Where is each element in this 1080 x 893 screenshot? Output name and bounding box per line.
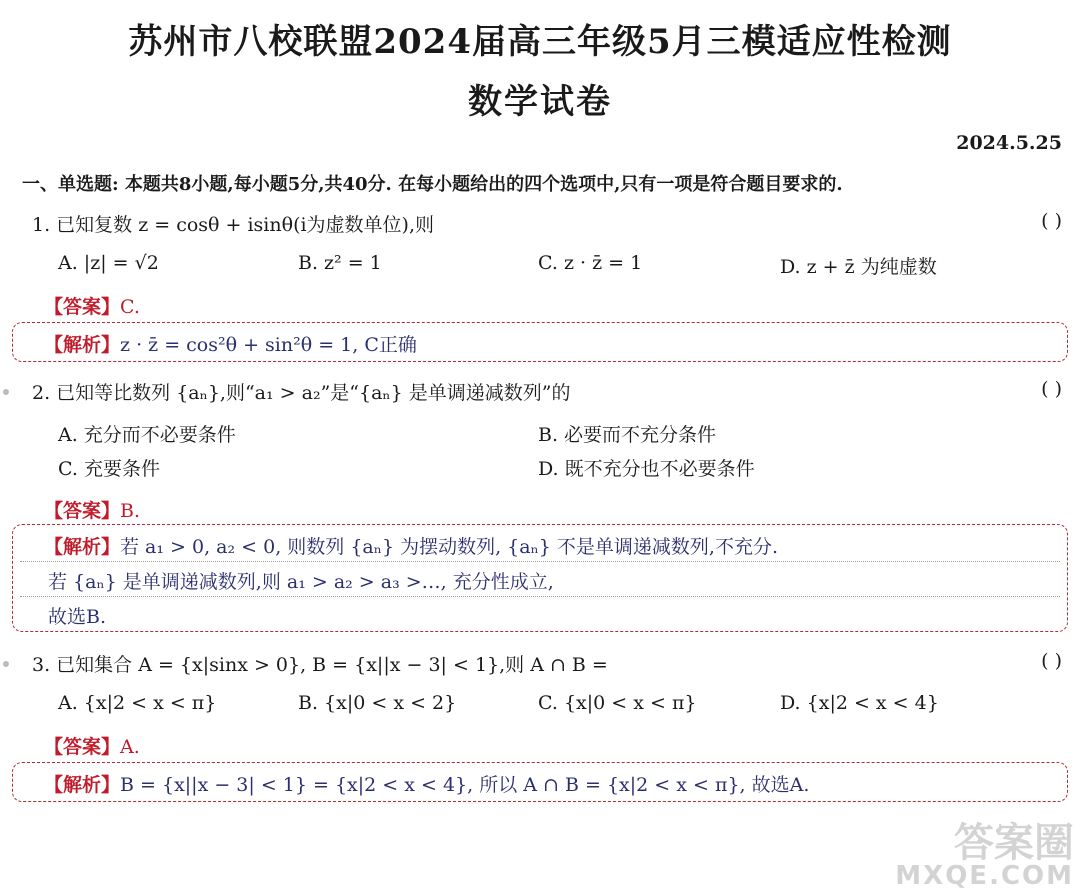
q2-explain-line-1	[44, 532, 778, 559]
q3-answer-paren: ( )	[1041, 650, 1062, 672]
watermark-line-1: 答案圈	[954, 820, 1074, 866]
q2-stem: 2. 已知等比数列 {aₙ},则“a₁ > a₂”是“{aₙ} 是单调递减数列”的	[32, 382, 571, 404]
q2-option-c: C. 充要条件	[58, 458, 160, 480]
q1-option-a: A. |z| = √2	[58, 252, 159, 274]
q3-option-c: C. {x|0 < x < π}	[538, 692, 697, 714]
q2-answer	[44, 496, 140, 523]
q1-answer-value: C.	[120, 296, 140, 318]
paragraph-marker	[3, 389, 9, 395]
q2-option-b: B. 必要而不充分条件	[538, 424, 717, 446]
q1-stem: 1. 已知复数 z = cosθ + isinθ(i为虚数单位),则	[32, 214, 435, 236]
q1-answer-paren: ( )	[1041, 210, 1062, 232]
q3-option-d: D. {x|2 < x < 4}	[780, 692, 939, 714]
q3-answer-value: A.	[120, 736, 140, 758]
q2-option-a: A. 充分而不必要条件	[58, 424, 236, 446]
q2-explain-line-3: 故选B.	[48, 606, 107, 628]
q1-explain-text: z · z̄ = cos²θ + sin²θ = 1, C正确	[120, 334, 417, 356]
q1-answer	[44, 292, 140, 319]
exam-title: 苏州市八校联盟2024届高三年级5月三模适应性检测	[128, 22, 952, 62]
q1-option-d: D. z + z̄ 为纯虚数	[780, 256, 937, 278]
explain-label: 【解析】	[44, 774, 121, 796]
explain-divider	[20, 596, 1060, 597]
q3-option-a: A. {x|2 < x < π}	[58, 692, 217, 714]
exam-date: 2024.5.25	[956, 132, 1062, 154]
q3-option-b: B. {x|0 < x < 2}	[298, 692, 457, 714]
q2-explain-text-1: 若 a₁ > 0, a₂ < 0, 则数列 {aₙ} 为摆动数列, {aₙ} 不是单调递减数列,不充分.	[120, 536, 779, 558]
watermark-line-2: MXQE.COM	[895, 861, 1074, 891]
q1-explain	[44, 330, 417, 357]
q2-answer-value: B.	[120, 500, 141, 522]
answer-label: 【答案】	[44, 500, 121, 522]
q3-explain	[44, 770, 809, 797]
explain-label: 【解析】	[44, 334, 121, 356]
q2-answer-paren: ( )	[1041, 378, 1062, 400]
answer-label: 【答案】	[44, 296, 121, 318]
q2-option-d: D. 既不充分也不必要条件	[538, 458, 755, 480]
q3-explain-text: B = {x||x − 3| < 1} = {x|2 < x < 4}, 所以 A ∩ B = {x|2 < x < π}, 故选A.	[120, 774, 810, 796]
section-heading: 一、单选题: 本题共8小题,每小题5分,共40分. 在每小题给出的四个选项中,只有一项是符合题目要求的.	[22, 174, 843, 195]
q1-option-b: B. z² = 1	[298, 252, 382, 274]
explain-divider	[20, 561, 1060, 562]
q3-stem: 3. 已知集合 A = {x|sinx > 0}, B = {x||x − 3| < 1},则 A ∩ B =	[32, 654, 608, 676]
answer-label: 【答案】	[44, 736, 121, 758]
q1-option-c: C. z · z̄ = 1	[538, 252, 643, 274]
q3-answer	[44, 732, 140, 759]
q2-explain-line-2: 若 {aₙ} 是单调递减数列,则 a₁ > a₂ > a₃ >…, 充分性成立,	[48, 571, 554, 593]
watermark-logo	[895, 820, 1074, 891]
explain-label: 【解析】	[44, 536, 121, 558]
exam-subtitle: 数学试卷	[468, 82, 612, 122]
paragraph-marker	[3, 661, 9, 667]
